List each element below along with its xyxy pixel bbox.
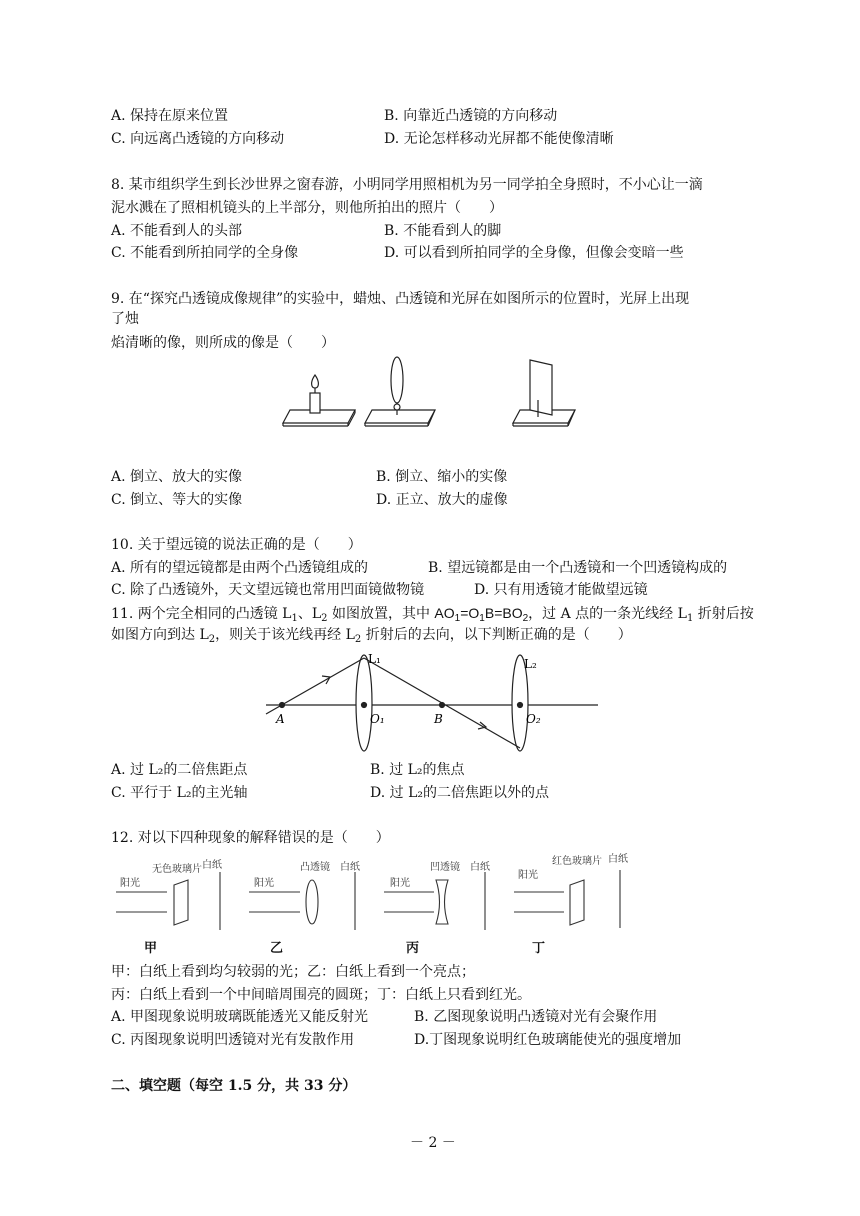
q9-stem-line3: 焰清晰的像，则所成的像是（ ） <box>111 335 335 351</box>
q12-figure-four-setups <box>112 850 652 960</box>
q11-option-a: A. 过 L₂的二倍焦距点 <box>111 762 248 778</box>
fig-paper-yi: 白纸 <box>340 862 360 873</box>
section-2-title: 二、填空题（每空 1.5 分，共 33 分） <box>111 1078 357 1094</box>
q9-option-c: C. 倒立、等大的实像 <box>111 492 243 508</box>
q8-stem-line1: 8. 某市组织学生到长沙世界之窗春游，小明同学用照相机为另一同学拍全身照时，不小心让一滴 <box>111 177 703 193</box>
q12-option-a: A. 甲图现象说明玻璃既能透光又能反射光 <box>111 1009 369 1025</box>
q11-stem-line1: 11. 两个完全相同的凸透镜 $L_1$、$L_2$ 如图放置，其中 $AO_1=O_1B=BO_2$，过 A 点的一条光线经 $L_1$ 折射后按 <box>111 605 754 624</box>
fig-sun-bing: 阳光 <box>390 878 410 889</box>
q10-stem: 10. 关于望远镜的说法正确的是（ ） <box>111 537 362 553</box>
q12-option-d: D.丁图现象说明红色玻璃能使光的强度增加 <box>414 1032 682 1048</box>
q9-stem-line1: 9. 在“探究凸透镜成像规律”的实验中，蜡烛、凸透镜和光屏在如图所示的位置时，光屏上出现 <box>111 291 690 307</box>
q11-stem-line2: 如图方向到达 $L_2$，则关于该光线再经 $L_2$ 折射后的去向，以下判断正确的是（ ） <box>111 627 632 645</box>
screen-on-stand <box>513 360 575 426</box>
q9-figure-candle-lens-screen <box>280 355 580 435</box>
q8-option-b: B. 不能看到人的脚 <box>384 223 502 239</box>
q11-option-d: D. 过 L₂的二倍焦距以外的点 <box>370 785 549 801</box>
label-o2: O₂ <box>526 712 541 726</box>
fig-concave: 凹透镜 <box>430 862 460 873</box>
q10-option-c: C. 除了凸透镜外，天文望远镜也常用凹面镜做物镜 <box>111 582 425 598</box>
candle-stand <box>283 375 355 426</box>
label-l1: L₁ <box>368 652 381 666</box>
fig-red-glass: 红色玻璃片 <box>552 856 602 867</box>
q11-option-c: C. 平行于 L₂的主光轴 <box>111 785 248 801</box>
fig-sun-ding: 阳光 <box>518 870 538 881</box>
q9-stem-line2: 了烛 <box>111 311 139 327</box>
convex-lens-shape <box>306 880 318 924</box>
q12-stem: 12. 对以下四种现象的解释错误的是（ ） <box>111 830 390 846</box>
q9-option-b: B. 倒立、缩小的实像 <box>376 469 508 485</box>
q11-formula: $AO_1=O_1B=BO_2$ <box>434 605 529 624</box>
q11-option-b: B. 过 L₂的焦点 <box>370 762 465 778</box>
q7-option-a: A. 保持在原来位置 <box>111 108 229 124</box>
fig-sun-yi: 阳光 <box>254 878 274 889</box>
q7-option-b: B. 向靠近凸透镜的方向移动 <box>384 108 558 124</box>
q12-desc-line2: 丙：白纸上看到一个中间暗周围亮的圆斑；丁：白纸上只看到红光。 <box>111 987 531 1003</box>
q10-option-d: D. 只有用透镜才能做望远镜 <box>474 582 648 598</box>
q10-option-b: B. 望远镜都是由一个凸透镜和一个凹透镜构成的 <box>428 560 728 576</box>
clear-glass-shape <box>174 880 188 925</box>
lens-on-stand <box>365 357 435 426</box>
label-b: B <box>434 712 443 726</box>
q8-stem-line2: 泥水溅在了照相机镜头的上半部分，则他所拍出的照片（ ） <box>111 200 503 216</box>
page-number: － 2 － <box>410 1135 456 1151</box>
fig-paper-ding: 白纸 <box>608 854 628 865</box>
q8-option-d: D. 可以看到所拍同学的全身像，但像会变暗一些 <box>384 245 684 261</box>
fig-label-jia: 甲 <box>144 941 158 956</box>
q12-option-c: C. 丙图现象说明凹透镜对光有发散作用 <box>111 1032 355 1048</box>
q9-option-a: A. 倒立、放大的实像 <box>111 469 243 485</box>
q11-figure-two-lenses <box>262 650 602 752</box>
label-a: A <box>276 712 285 726</box>
fig-paper-bing: 白纸 <box>470 862 490 873</box>
fig-clear-glass: 无色玻璃片 <box>152 864 202 875</box>
q12-desc-line1: 甲：白纸上看到均匀较弱的光；乙：白纸上看到一个亮点； <box>111 964 475 980</box>
q9-option-d: D. 正立、放大的虚像 <box>376 492 508 508</box>
fig-label-yi: 乙 <box>270 941 284 956</box>
q10-option-a: A. 所有的望远镜都是由两个凸透镜组成的 <box>111 560 369 576</box>
q7-option-d: D. 无论怎样移动光屏都不能使像清晰 <box>384 131 614 147</box>
q8-option-c: C. 不能看到所拍同学的全身像 <box>111 245 299 261</box>
fig-sun-jia: 阳光 <box>120 878 140 889</box>
fig-convex: 凸透镜 <box>300 862 330 873</box>
q8-option-a: A. 不能看到人的头部 <box>111 223 243 239</box>
concave-lens-shape <box>436 880 448 924</box>
label-l2: L₂ <box>524 657 537 671</box>
fig-label-bing: 丙 <box>406 941 420 956</box>
label-o1: O₁ <box>370 712 385 726</box>
fig-paper-jia: 白纸 <box>202 860 222 871</box>
q12-option-b: B. 乙图现象说明凸透镜对光有会聚作用 <box>414 1009 658 1025</box>
red-glass-shape <box>570 880 584 925</box>
q7-option-c: C. 向远离凸透镜的方向移动 <box>111 131 285 147</box>
fig-label-ding: 丁 <box>532 941 546 956</box>
